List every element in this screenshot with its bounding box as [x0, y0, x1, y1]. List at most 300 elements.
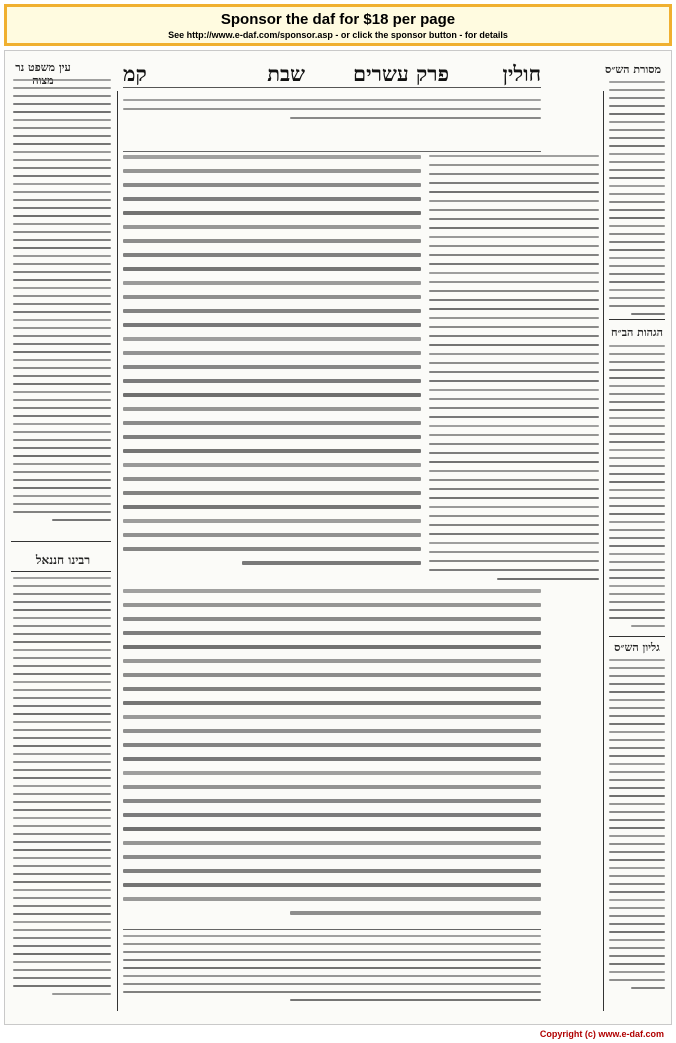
text-line [123, 155, 421, 159]
text-line [123, 687, 541, 691]
text-line [609, 963, 665, 965]
footnote-notes [123, 935, 541, 1007]
text-line [609, 931, 665, 933]
text-line [13, 785, 111, 787]
text-line [609, 601, 665, 603]
text-line [123, 983, 541, 985]
text-line [13, 103, 111, 105]
text-line [123, 701, 541, 705]
text-line [429, 362, 599, 364]
text-line [123, 225, 421, 229]
text-line [631, 625, 665, 627]
text-line [13, 953, 111, 955]
text-line [123, 309, 421, 313]
text-line [13, 231, 111, 233]
text-line [609, 617, 665, 619]
text-line [13, 649, 111, 651]
text-line [13, 633, 111, 635]
text-line [123, 197, 421, 201]
text-line [123, 951, 541, 953]
text-line [13, 705, 111, 707]
text-line [123, 855, 541, 859]
text-line [609, 891, 665, 893]
text-line [609, 683, 665, 685]
text-line [13, 415, 111, 417]
text-line [609, 361, 665, 363]
text-line [13, 375, 111, 377]
text-line [609, 129, 665, 131]
gilyon-hashas-label: גליון הש״ס [614, 641, 660, 654]
text-line [609, 369, 665, 371]
text-line [13, 761, 111, 763]
text-line [609, 835, 665, 837]
text-line [13, 929, 111, 931]
text-line [609, 81, 665, 83]
text-line [13, 817, 111, 819]
text-line [123, 935, 541, 937]
text-line [609, 979, 665, 981]
text-line [13, 439, 111, 441]
text-line [609, 577, 665, 579]
main-text-rule-bottom [123, 929, 541, 930]
text-line [13, 849, 111, 851]
text-line [609, 529, 665, 531]
text-line [13, 825, 111, 827]
text-line [429, 227, 599, 229]
text-line [609, 739, 665, 741]
text-line [609, 675, 665, 677]
text-line [609, 747, 665, 749]
text-line [123, 785, 541, 789]
text-line [609, 731, 665, 733]
text-line [609, 667, 665, 669]
text-line [609, 409, 665, 411]
ein-mishpat-text [13, 79, 111, 537]
text-line [609, 121, 665, 123]
text-line [13, 175, 111, 177]
text-line [609, 233, 665, 235]
text-line [609, 755, 665, 757]
text-line [123, 757, 541, 761]
text-line [609, 281, 665, 283]
text-line [13, 503, 111, 505]
text-line [123, 463, 421, 467]
text-line [609, 441, 665, 443]
text-line [13, 897, 111, 899]
text-line [429, 326, 599, 328]
text-line [13, 247, 111, 249]
text-line [52, 519, 111, 521]
text-line [123, 897, 541, 901]
text-line [429, 353, 599, 355]
text-line [13, 183, 111, 185]
text-line [13, 143, 111, 145]
text-line [609, 473, 665, 475]
text-line [609, 971, 665, 973]
text-line [13, 873, 111, 875]
text-line [13, 841, 111, 843]
text-line [609, 489, 665, 491]
text-line [13, 87, 111, 89]
talmud-page-scan [4, 50, 672, 1025]
text-line [609, 819, 665, 821]
text-line [429, 497, 599, 499]
sponsor-banner-title: Sponsor the daf for $18 per page [220, 11, 456, 28]
gilyon-hashas-text [609, 659, 665, 1007]
text-line [13, 455, 111, 457]
text-line [13, 585, 111, 587]
text-line [429, 254, 599, 256]
text-line [13, 905, 111, 907]
text-line [13, 399, 111, 401]
text-line [13, 191, 111, 193]
text-line [429, 452, 599, 454]
text-line [13, 857, 111, 859]
text-line [13, 745, 111, 747]
text-line [13, 239, 111, 241]
text-line [13, 343, 111, 345]
text-line [123, 183, 421, 187]
text-line [609, 185, 665, 187]
text-line [13, 961, 111, 963]
text-line [429, 281, 599, 283]
text-line [13, 215, 111, 217]
text-line [123, 239, 421, 243]
text-line [609, 843, 665, 845]
text-line [429, 506, 599, 508]
text-line [609, 915, 665, 917]
text-line [123, 491, 421, 495]
text-line [609, 145, 665, 147]
text-line [429, 191, 599, 193]
text-line [13, 681, 111, 683]
text-line [13, 311, 111, 313]
text-line [13, 423, 111, 425]
text-line [429, 380, 599, 382]
text-line [609, 89, 665, 91]
text-line [429, 236, 599, 238]
text-line [609, 907, 665, 909]
text-line [609, 273, 665, 275]
text-line [13, 287, 111, 289]
text-line [609, 537, 665, 539]
text-line [13, 359, 111, 361]
text-line [609, 795, 665, 797]
text-line [429, 335, 599, 337]
text-line [13, 367, 111, 369]
text-line [13, 977, 111, 979]
text-line [609, 787, 665, 789]
text-line [609, 137, 665, 139]
text-line [609, 859, 665, 861]
hagahot-habach-label: הגהות הב״ח [611, 326, 663, 339]
text-line [13, 921, 111, 923]
text-line [609, 193, 665, 195]
text-line [13, 673, 111, 675]
text-line [609, 393, 665, 395]
text-line [13, 697, 111, 699]
text-line [123, 379, 421, 383]
text-line [123, 351, 421, 355]
text-line [13, 303, 111, 305]
text-line [13, 641, 111, 643]
text-line [429, 560, 599, 562]
text-line [609, 457, 665, 459]
text-line [429, 155, 599, 157]
text-line [429, 533, 599, 535]
text-line [609, 497, 665, 499]
text-line [609, 939, 665, 941]
text-line [13, 111, 111, 113]
text-line [609, 723, 665, 725]
copyright-notice[interactable]: Copyright (c) www.e-daf.com [539, 1029, 664, 1039]
text-line [13, 391, 111, 393]
text-line [609, 297, 665, 299]
text-line [609, 707, 665, 709]
text-line [13, 593, 111, 595]
text-line [429, 245, 599, 247]
text-line [123, 365, 421, 369]
text-line [123, 991, 541, 993]
text-line [123, 631, 541, 635]
text-line [13, 263, 111, 265]
text-line [429, 290, 599, 292]
text-line [609, 265, 665, 267]
right-margin-divider [603, 91, 604, 1011]
text-line [13, 729, 111, 731]
text-line [609, 449, 665, 451]
text-line [429, 164, 599, 166]
text-line [429, 173, 599, 175]
text-line [609, 417, 665, 419]
chapter-name: שבת [267, 61, 305, 86]
text-line [13, 407, 111, 409]
text-line [609, 177, 665, 179]
text-line [13, 223, 111, 225]
text-line [429, 434, 599, 436]
text-line [123, 959, 541, 961]
text-line [13, 881, 111, 883]
text-line [609, 433, 665, 435]
text-line [429, 470, 599, 472]
text-line [13, 335, 111, 337]
text-line [123, 393, 421, 397]
text-line [123, 589, 541, 593]
rabbeinu-separator [11, 571, 111, 572]
text-line [609, 377, 665, 379]
text-line [429, 524, 599, 526]
text-line [609, 209, 665, 211]
text-line [123, 771, 541, 775]
text-line [429, 461, 599, 463]
text-line [123, 435, 421, 439]
text-line [13, 969, 111, 971]
text-line [123, 519, 421, 523]
text-line [609, 779, 665, 781]
text-line [13, 319, 111, 321]
text-line [429, 389, 599, 391]
text-line [290, 911, 541, 915]
ein-mishpat-label: עין משפט נר [15, 61, 71, 74]
gemara-upper-text [123, 155, 421, 575]
text-line [429, 209, 599, 211]
text-line [13, 913, 111, 915]
text-line [609, 169, 665, 171]
text-line [13, 351, 111, 353]
text-line [123, 337, 421, 341]
text-line [609, 771, 665, 773]
text-line [13, 383, 111, 385]
text-line [13, 463, 111, 465]
text-line [123, 281, 421, 285]
left-margin-divider [117, 91, 118, 1011]
folio-number: קמ [123, 61, 147, 86]
text-line [13, 609, 111, 611]
text-line [13, 447, 111, 449]
text-line [13, 945, 111, 947]
text-line [123, 827, 541, 831]
text-line [290, 117, 541, 119]
text-line [429, 407, 599, 409]
text-line [123, 108, 541, 110]
text-line [609, 153, 665, 155]
text-line [609, 803, 665, 805]
text-line [429, 425, 599, 427]
main-text-rule-top [123, 151, 541, 152]
text-line [123, 645, 541, 649]
text-line [609, 609, 665, 611]
text-line [123, 743, 541, 747]
text-line [123, 295, 421, 299]
text-line [429, 200, 599, 202]
text-line [123, 533, 421, 537]
left-margin-separator [11, 541, 111, 542]
rabbeinu-chananel-label: רבינו חננאל [35, 553, 91, 567]
text-line [13, 809, 111, 811]
text-line [13, 95, 111, 97]
text-line [609, 225, 665, 227]
text-line [609, 899, 665, 901]
text-line [609, 513, 665, 515]
text-line [123, 869, 541, 873]
text-line [123, 729, 541, 733]
text-line [609, 257, 665, 259]
masoret-hashas-label: מסורת הש״ס [604, 63, 662, 76]
text-line [13, 577, 111, 579]
page-header [123, 59, 541, 88]
text-line [429, 299, 599, 301]
text-line [123, 547, 421, 551]
text-line [123, 267, 421, 271]
text-line [609, 811, 665, 813]
hagahot-habach-text [609, 345, 665, 633]
text-line [13, 937, 111, 939]
text-line [609, 569, 665, 571]
text-line [429, 263, 599, 265]
masoret-hashas-text [609, 81, 665, 317]
text-line [123, 477, 421, 481]
sponsor-banner-subtitle[interactable]: See http://www.e-daf.com/sponsor.asp - or click the sponsor button - for details [168, 30, 508, 40]
text-line [429, 182, 599, 184]
text-line [429, 344, 599, 346]
text-line [609, 113, 665, 115]
text-line [123, 943, 541, 945]
text-line [609, 345, 665, 347]
text-line [123, 967, 541, 969]
text-line [13, 801, 111, 803]
text-line [13, 865, 111, 867]
text-line [429, 479, 599, 481]
text-line [13, 119, 111, 121]
text-line [631, 313, 665, 315]
text-line [13, 207, 111, 209]
text-line [497, 578, 599, 580]
text-line [609, 385, 665, 387]
text-line [123, 407, 421, 411]
tractate-name: חולין [502, 61, 541, 86]
text-line [13, 793, 111, 795]
text-line [609, 955, 665, 957]
text-line [123, 617, 541, 621]
text-line [123, 449, 421, 453]
text-line [429, 317, 599, 319]
text-line [609, 585, 665, 587]
text-line [52, 993, 111, 995]
text-line [429, 551, 599, 553]
text-line [609, 401, 665, 403]
text-line [13, 985, 111, 987]
text-line [13, 487, 111, 489]
text-line [609, 105, 665, 107]
text-line [13, 657, 111, 659]
text-line [609, 923, 665, 925]
text-line [13, 295, 111, 297]
text-line [429, 371, 599, 373]
text-line [13, 431, 111, 433]
rabbeinu-chananel-text [13, 577, 111, 1007]
sponsor-banner[interactable] [4, 4, 672, 46]
text-line [429, 416, 599, 418]
text-line [429, 488, 599, 490]
text-line [13, 79, 111, 81]
text-line [609, 289, 665, 291]
chapter-label: פרק עשרים [353, 61, 449, 86]
text-line [609, 161, 665, 163]
text-line [429, 218, 599, 220]
text-line [13, 601, 111, 603]
text-line [123, 673, 541, 677]
text-line [13, 279, 111, 281]
text-line [13, 769, 111, 771]
text-line [429, 308, 599, 310]
text-line [609, 481, 665, 483]
text-line [13, 199, 111, 201]
text-line [13, 327, 111, 329]
text-line [609, 521, 665, 523]
right-margin-separator-1 [609, 319, 665, 320]
text-line [609, 715, 665, 717]
text-line [609, 353, 665, 355]
gemara-lower-text [123, 589, 541, 925]
rashi-commentary-column [429, 155, 599, 587]
text-line [123, 799, 541, 803]
text-line [13, 665, 111, 667]
text-line [609, 465, 665, 467]
text-line [123, 253, 421, 257]
text-line [609, 217, 665, 219]
text-line [609, 851, 665, 853]
text-line [13, 479, 111, 481]
